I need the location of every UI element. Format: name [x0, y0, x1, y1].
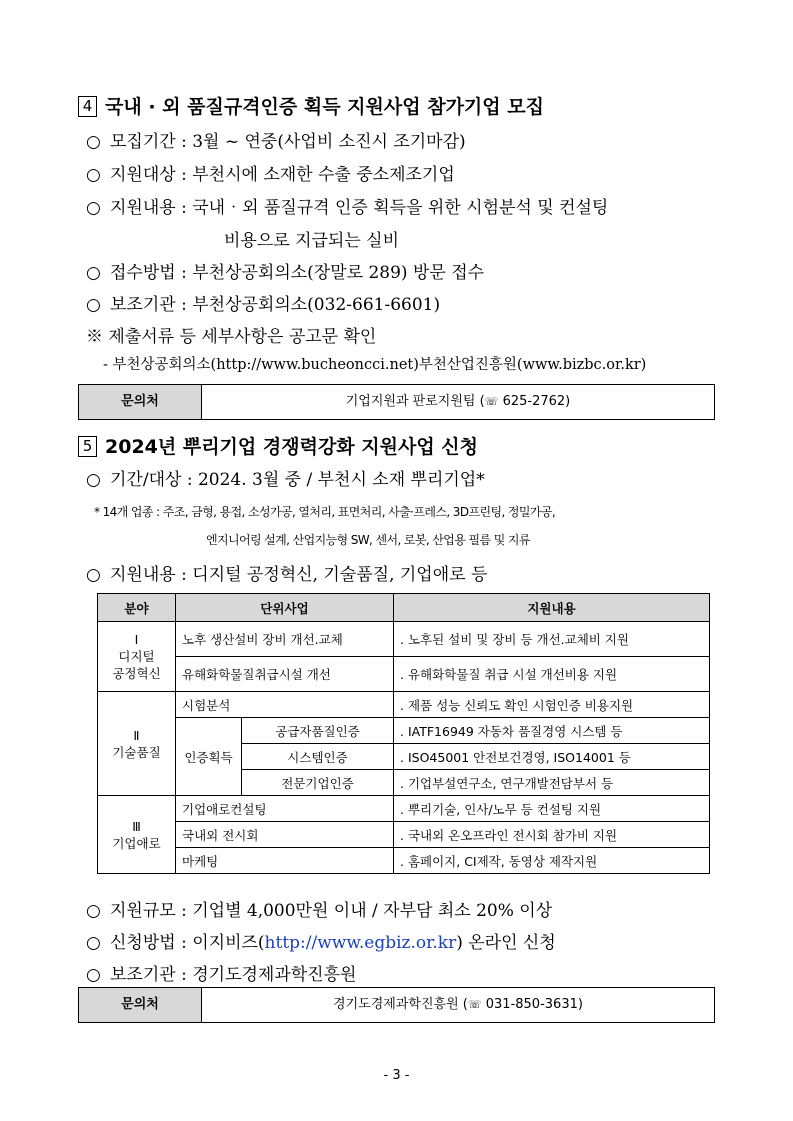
section4-contact	[78, 384, 715, 420]
contact-value: 기업지원과 판로지원팀 (☏ 625-2762)	[345, 394, 571, 409]
section5-contact	[78, 987, 715, 1023]
contact-value: 경기도경제과학진흥원 (☏ 031-850-3631)	[333, 997, 583, 1012]
section5-agency: ○ 보조기관 : 경기도경제과학진흥원	[86, 965, 357, 985]
table-row: 전문기업인증 . 기업부설연구소, 연구개발전담부서 등	[98, 770, 710, 796]
support-agency: ○ 보조기관 : 부천상공회의소(032-661-6601)	[86, 295, 441, 315]
table-row: Ⅰ 디지털 공정혁신 노후 생산설비 장비 개선.교체 . 노후된 설비 및 장비 등 개선.교체비 지원	[98, 622, 710, 657]
category-business: Ⅲ 기업애로	[98, 796, 176, 874]
section5-title-text: 2024년 뿌리기업 경쟁력강화 지원사업 신청	[105, 436, 479, 458]
table-row: 국내외 전시회 . 국내외 온오프라인 전시회 참가비 지원	[98, 822, 710, 848]
category-tech-quality: Ⅱ 기술품질	[98, 692, 176, 796]
recruit-period: ○ 모집기간 : 3월 ~ 연중(사업비 소진시 조기마감)	[86, 132, 466, 152]
section4-title	[78, 92, 544, 119]
phone-icon: ☏	[467, 998, 482, 1011]
support-table	[97, 593, 710, 874]
support-target: ○ 지원대상 : 부천시에 소재한 수출 중소제조기업	[86, 165, 455, 185]
section5-title	[78, 432, 478, 459]
industries-line2: 엔지니어링 설계, 산업지능형 SW, 센서, 로봇, 산업용 필름 및 지류	[206, 533, 530, 547]
section5-number: 5	[78, 436, 97, 457]
support-content-cont: 비용으로 지급되는 실비	[224, 231, 400, 251]
contact-label: 문의처	[79, 385, 202, 419]
support-content: ○ 지원내용 : 국내‧외 품질규격 인증 획득을 위한 시험분석 및 컨설팅	[86, 198, 609, 218]
category-digital: Ⅰ 디지털 공정혁신	[98, 622, 176, 692]
table-row: Ⅱ 기술품질 시험분석 . 제품 성능 신뢰도 확인 시험인증 비용지원	[98, 692, 710, 718]
phone-icon: ☏	[484, 395, 499, 408]
page-number: - 3 -	[383, 1068, 410, 1083]
contact-label: 문의처	[79, 988, 202, 1022]
table-row: 마케팅 . 홈페이지, CI제작, 동영상 제작지원	[98, 848, 710, 874]
table-row: Ⅲ 기업애로 기업애로컨설팅 . 뿌리기술, 인사/노무 등 컨설팅 지원	[98, 796, 710, 822]
section4-number: 4	[78, 96, 97, 117]
apply-method: ○ 접수방법 : 부천상공회의소(장말로 289) 방문 접수	[86, 263, 485, 283]
table-header-row	[98, 594, 710, 622]
apply-online: ○ 신청방법 : 이지비즈(http://www.egbiz.or.kr) 온라인 신청	[86, 933, 556, 953]
table-row: 시스템인증 . ISO45001 안전보건경영, ISO14001 등	[98, 744, 710, 770]
header-support: 지원내용	[394, 594, 710, 622]
table-row: 인증획득 공급자품질인증 . IATF16949 자동차 품질경영 시스템 등	[98, 718, 710, 744]
cert-group: 인증획득	[176, 718, 242, 796]
support-areas: ○ 지원내용 : 디지털 공정혁신, 기술품질, 기업애로 등	[86, 565, 488, 585]
header-field: 분야	[98, 594, 176, 622]
egbiz-link[interactable]: http://www.egbiz.or.kr	[264, 933, 457, 953]
support-scale: ○ 지원규모 : 기업별 4,000만원 이내 / 자부담 최소 20% 이상	[86, 901, 553, 921]
industries-line1: * 14개 업종 : 주조, 금형, 용접, 소성가공, 열처리, 표면처리, 사출·프레스, 3D프린팅, 정밀가공,	[94, 505, 556, 519]
link-line: - 부천상공회의소(http://www.bucheoncci.net)부천산업진흥원(www.bizbc.or.kr)	[103, 357, 647, 373]
period-target: ○ 기간/대상 : 2024. 3월 중 / 부천시 소재 뿌리기업*	[86, 470, 485, 490]
header-unit: 단위사업	[176, 594, 394, 622]
table-row: 유해화학물질취급시설 개선 . 유해화학물질 취급 시설 개선비용 지원	[98, 657, 710, 692]
section4-title-text: 국내 · 외 품질규격인증 획득 지원사업 참가기업 모집	[105, 96, 544, 118]
notice-line: ※ 제출서류 등 세부사항은 공고문 확인	[86, 327, 377, 347]
